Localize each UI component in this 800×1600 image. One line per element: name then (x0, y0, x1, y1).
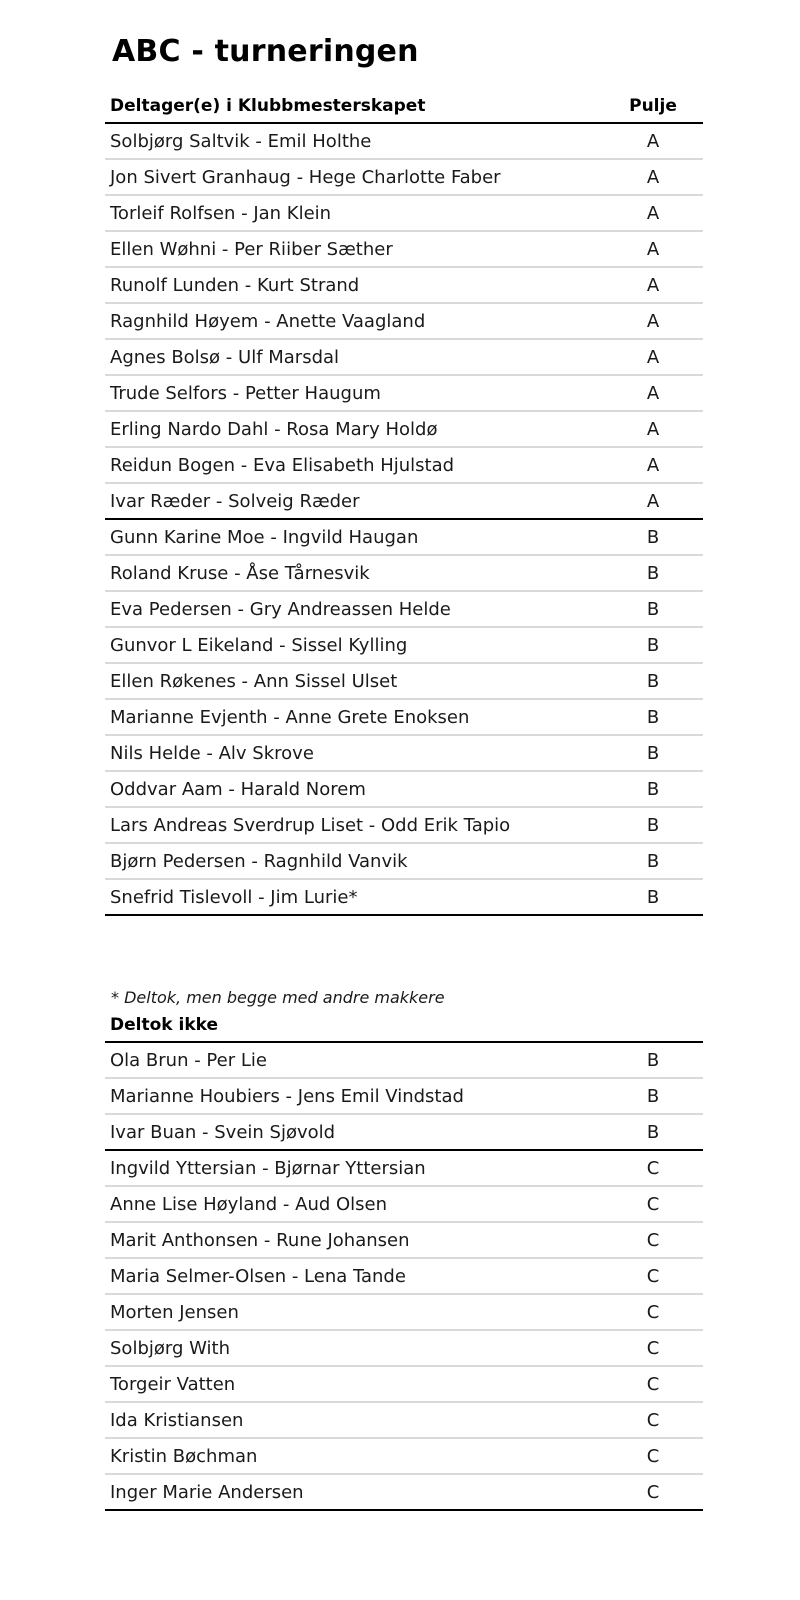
table-row (105, 1437, 703, 1473)
table-row (105, 842, 703, 878)
pair-name: Ivar Ræder - Solveig Ræder (110, 491, 360, 512)
pool-cell: B (646, 887, 660, 908)
pair-name: Torleif Rolfsen - Jan Klein (110, 203, 332, 224)
pool-cell: B (646, 743, 660, 764)
pool-cell: A (646, 311, 660, 332)
pool-cell: B (646, 599, 660, 620)
pool-cell: C (646, 1158, 660, 1179)
table-row (105, 1473, 703, 1509)
pair-name: Gunn Karine Moe - Ingvild Haugan (110, 527, 419, 548)
pool-cell: A (646, 239, 660, 260)
pool-cell: A (646, 383, 660, 404)
pool-cell: B (646, 563, 660, 584)
pair-name: Erling Nardo Dahl - Rosa Mary Holdø (110, 419, 438, 440)
pair-name: Solbjørg With (110, 1338, 230, 1359)
pool-cell: A (646, 347, 660, 368)
pair-name: Runolf Lunden - Kurt Strand (110, 275, 360, 296)
table-row (105, 698, 703, 734)
table-row (105, 770, 703, 806)
pool-cell: B (646, 1050, 660, 1071)
table-row (105, 1293, 703, 1329)
table-row (105, 1077, 703, 1113)
pool-cell: B (646, 815, 660, 836)
table-row (105, 1365, 703, 1401)
pool-cell: A (646, 275, 660, 296)
pool-cell: A (646, 131, 660, 152)
pool-cell: B (646, 779, 660, 800)
pool-cell: C (646, 1266, 660, 1287)
table-row (105, 482, 703, 518)
pair-name: Jon Sivert Granhaug - Hege Charlotte Faber (110, 167, 501, 188)
non-participants-table (105, 1013, 703, 1511)
pool-cell: B (646, 1122, 660, 1143)
pool-cell: C (646, 1410, 660, 1431)
pool-cell: C (646, 1230, 660, 1251)
pair-name: Agnes Bolsø - Ulf Marsdal (110, 347, 340, 368)
table-bottom-rule (105, 1509, 703, 1511)
pool-cell: B (646, 635, 660, 656)
table-row (105, 1041, 703, 1077)
table-row (105, 302, 703, 338)
pair-name: Bjørn Pedersen - Ragnhild Vanvik (110, 851, 408, 872)
table-row (105, 1221, 703, 1257)
pool-cell: C (646, 1374, 660, 1395)
pool-cell: C (646, 1482, 660, 1503)
pool-cell: A (646, 455, 660, 476)
pair-name: Marianne Houbiers - Jens Emil Vindstad (110, 1086, 464, 1107)
pool-cell: A (646, 419, 660, 440)
pair-name: Lars Andreas Sverdrup Liset - Odd Erik Tapio (110, 815, 511, 836)
pair-name: Reidun Bogen - Eva Elisabeth Hjulstad (110, 455, 455, 476)
pool-cell: C (646, 1338, 660, 1359)
table-row (105, 1149, 703, 1185)
footnote: * Deltok, men begge med andre makkere (111, 988, 445, 1007)
pair-name: Marianne Evjenth - Anne Grete Enoksen (110, 707, 470, 728)
table-row (105, 446, 703, 482)
table-row (105, 410, 703, 446)
table-row (105, 194, 703, 230)
table-row (105, 122, 703, 158)
pair-name: Anne Lise Høyland - Aud Olsen (110, 1194, 388, 1215)
header-non-participants: Deltok ikke (110, 1015, 219, 1035)
table-row (105, 158, 703, 194)
table-header (105, 1013, 703, 1041)
pool-cell: C (646, 1446, 660, 1467)
pool-cell: C (646, 1194, 660, 1215)
table-row (105, 266, 703, 302)
table-row (105, 590, 703, 626)
pair-name: Trude Selfors - Petter Haugum (110, 383, 381, 404)
pool-cell: A (646, 203, 660, 224)
table-row (105, 734, 703, 770)
table-row (105, 626, 703, 662)
pair-name: Eva Pedersen - Gry Andreassen Helde (110, 599, 451, 620)
pair-name: Gunvor L Eikeland - Sissel Kylling (110, 635, 408, 656)
page-title: ABC - turneringen (112, 34, 419, 69)
header-pool: Pulje (629, 96, 677, 116)
pair-name: Kristin Bøchman (110, 1446, 258, 1467)
table-row (105, 1329, 703, 1365)
pair-name: Ingvild Yttersian - Bjørnar Yttersian (110, 1158, 426, 1179)
table-row (105, 554, 703, 590)
pair-name: Morten Jensen (110, 1302, 239, 1323)
table-row (105, 230, 703, 266)
table-row (105, 1185, 703, 1221)
pool-cell: B (646, 851, 660, 872)
table-row (105, 374, 703, 410)
pair-name: Ivar Buan - Svein Sjøvold (110, 1122, 336, 1143)
header-participants: Deltager(e) i Klubbmesterskapet (110, 96, 426, 116)
table-row (105, 1401, 703, 1437)
pair-name: Ola Brun - Per Lie (110, 1050, 267, 1071)
pair-name: Torgeir Vatten (110, 1374, 236, 1395)
pair-name: Nils Helde - Alv Skrove (110, 743, 314, 764)
table-row (105, 518, 703, 554)
table-row (105, 1257, 703, 1293)
table-header (105, 94, 703, 122)
pair-name: Solbjørg Saltvik - Emil Holthe (110, 131, 372, 152)
table-row (105, 806, 703, 842)
pool-cell: B (646, 1086, 660, 1107)
pair-name: Ellen Wøhni - Per Riiber Sæther (110, 239, 393, 260)
pair-name: Ragnhild Høyem - Anette Vaagland (110, 311, 426, 332)
table-row (105, 878, 703, 914)
pool-cell: B (646, 671, 660, 692)
table-bottom-rule (105, 914, 703, 916)
table-row (105, 662, 703, 698)
pair-name: Ellen Røkenes - Ann Sissel Ulset (110, 671, 398, 692)
pool-cell: B (646, 707, 660, 728)
table-row (105, 1113, 703, 1149)
pool-cell: B (646, 527, 660, 548)
pool-cell: A (646, 167, 660, 188)
pair-name: Inger Marie Andersen (110, 1482, 304, 1503)
pool-cell: C (646, 1302, 660, 1323)
pair-name: Maria Selmer-Olsen - Lena Tande (110, 1266, 406, 1287)
pair-name: Roland Kruse - Åse Tårnesvik (110, 563, 370, 584)
pair-name: Snefrid Tislevoll - Jim Lurie* (110, 887, 358, 908)
participants-table (105, 94, 703, 916)
pool-cell: A (646, 491, 660, 512)
table-row (105, 338, 703, 374)
pair-name: Marit Anthonsen - Rune Johansen (110, 1230, 410, 1251)
pair-name: Ida Kristiansen (110, 1410, 244, 1431)
pair-name: Oddvar Aam - Harald Norem (110, 779, 366, 800)
